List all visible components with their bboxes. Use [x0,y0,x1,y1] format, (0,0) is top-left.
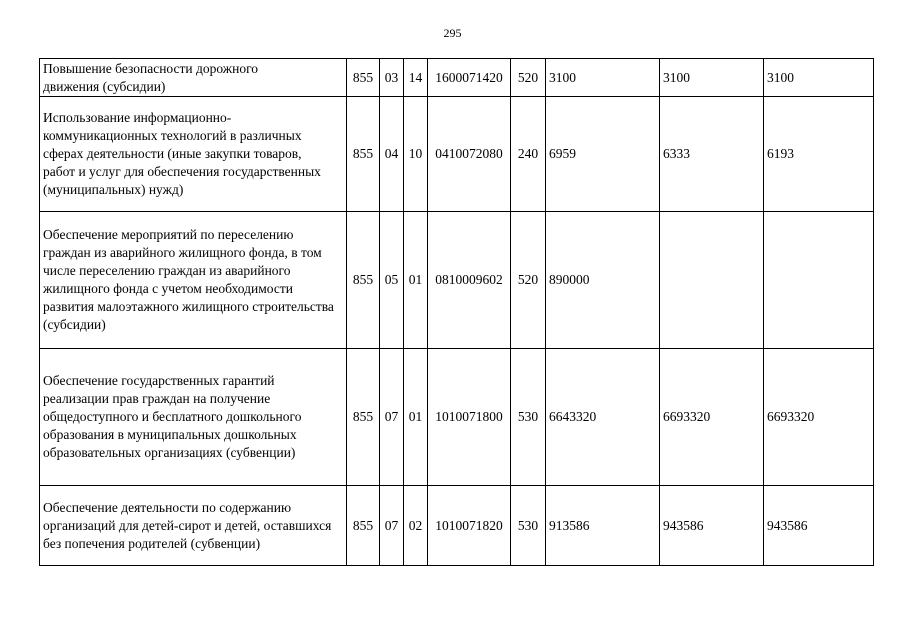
amount-year-2: 6333 [660,97,764,212]
section-code: 04 [380,97,404,212]
section-code: 07 [380,349,404,486]
amount-year-3 [764,212,874,349]
ministry-code: 855 [347,486,380,566]
target-code: 1600071420 [428,59,511,97]
amount-year-3: 6193 [764,97,874,212]
expense-type-code: 240 [511,97,546,212]
amount-year-1: 6643320 [546,349,660,486]
table-row [40,212,874,349]
target-code: 0410072080 [428,97,511,212]
section-code: 03 [380,59,404,97]
section-code: 07 [380,486,404,566]
table-row [40,97,874,212]
amount-year-2: 6693320 [660,349,764,486]
row-description: Повышение безопасности дорожного движения (субсидии) [40,59,347,97]
expense-type-code: 520 [511,212,546,349]
amount-year-1: 913586 [546,486,660,566]
row-description: Обеспечение деятельности по содержанию организаций для детей-сирот и детей, оставшихся без попечения родителей (субвенции) [40,486,347,566]
expense-type-code: 520 [511,59,546,97]
amount-year-1: 890000 [546,212,660,349]
amount-year-3: 943586 [764,486,874,566]
budget-table [39,58,874,566]
ministry-code: 855 [347,59,380,97]
amount-year-2 [660,212,764,349]
subsection-code: 02 [404,486,428,566]
section-code: 05 [380,212,404,349]
expense-type-code: 530 [511,486,546,566]
page-number: 295 [443,26,462,40]
ministry-code: 855 [347,349,380,486]
row-description: Обеспечение государственных гарантий реализации прав граждан на получение общедоступного и бесплатного дошкольного образования в муниципальных дошкольных образовательных организациях (субвенции) [40,349,347,486]
subsection-code: 01 [404,349,428,486]
expense-type-code: 530 [511,349,546,486]
table-row [40,59,874,97]
amount-year-2: 3100 [660,59,764,97]
target-code: 1010071800 [428,349,511,486]
amount-year-3: 3100 [764,59,874,97]
amount-year-1: 3100 [546,59,660,97]
amount-year-1: 6959 [546,97,660,212]
table-row [40,349,874,486]
amount-year-2: 943586 [660,486,764,566]
row-description: Обеспечение мероприятий по переселению граждан из аварийного жилищного фонда, в том числе переселению граждан из аварийного жилищного фонда с учетом необходимости развития малоэтажного жилищного строительства (субсидии) [40,212,347,349]
row-description: Использование информационно-коммуникационных технологий в различных сферах деятельности (иные закупки товаров, работ и услуг для обеспечения государственных (муниципальных) нужд) [40,97,347,212]
table-row [40,486,874,566]
subsection-code: 14 [404,59,428,97]
subsection-code: 10 [404,97,428,212]
target-code: 1010071820 [428,486,511,566]
amount-year-3: 6693320 [764,349,874,486]
subsection-code: 01 [404,212,428,349]
target-code: 0810009602 [428,212,511,349]
ministry-code: 855 [347,97,380,212]
ministry-code: 855 [347,212,380,349]
